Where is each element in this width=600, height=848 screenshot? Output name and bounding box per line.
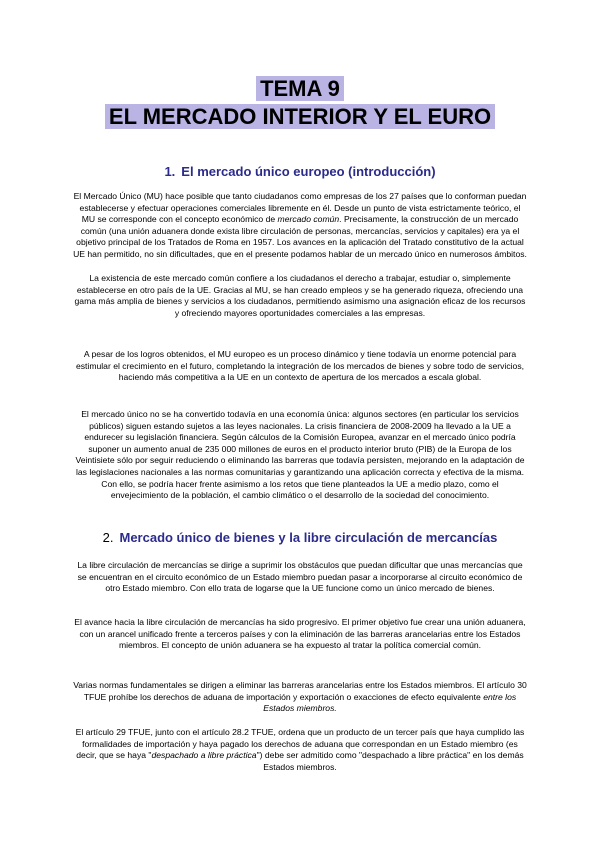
section-2-number: 2. xyxy=(102,530,114,545)
paragraph-4: El mercado único no se ha convertido todavía en una economía única: algunos sectores (en particular los servicios públicos) siguen estando sujetos a las leyes nacionales. La crisis financiera de 2008-2009 ha llevado a la UE a endurecer su legislación financiera. Según cálculos de la Comisión Europea, avanzar en el mercado único podría suponer un aumento anual de 235 000 millones de euros en el producto interior bruto (PIB) de la Europa de los Veintisiete sólo por seguir reduciendo o eliminando las barreras que todavía persisten, mejorando en la adaptación de las legislaciones nacionales a las normas comunitarias y garantizando una aplicación correcta y efectiva de la misma. Con ello, se podría hacer frente asimismo a los retos que tiene planteados la UE a medio plazo, como el envejecimiento de la población, el cambio climático o el desarrollo de la sociedad del conocimiento. xyxy=(75,409,525,501)
paragraph-1-emphasis: mercado común xyxy=(277,214,340,225)
paragraph-1-text-b: . Precisamente, la construcción de un mercado común (una unión aduanera donde exista libre circulación de personas, mercancías, servicios y capitales) era ya el objetivo principal de los Tratados de Roma en 1957. Los avances en la aplicación del Tratado constitutivo de la actual UE han permitido, no sin dificultades, que en el presente podamos hablar de un mercado único en numerosos ámbitos. xyxy=(73,214,527,259)
section-2-heading xyxy=(0,530,600,545)
section-2-title: Mercado único de bienes y la libre circulación de mercancías xyxy=(119,530,498,545)
paragraph-8 xyxy=(72,727,528,773)
title-main: EL MERCADO INTERIOR Y EL EURO xyxy=(105,104,495,129)
paragraph-8-text-a: El artículo 29 TFUE, junto con el artículo 28.2 TFUE, ordena que un producto de un tercer país que haya cumplido las formalidades de importación y haya pagado los derechos de aduana que correspondan en un Estado miembro (es decir, que se haya " xyxy=(75,727,525,761)
section-1-title: El mercado único europeo (introducción) xyxy=(181,164,436,179)
paragraph-2: La existencia de este mercado común confiere a los ciudadanos el derecho a trabajar, estudiar o, simplemente establecerse en otro país de la UE. Gracias al MU, se han creado empleos y se ha generado riqueza, ofreciendo una gama más amplia de bienes y servicios a los ciudadanos, permitiendo asimismo una asignación eficaz de los recursos y ofreciendo mayores oportunidades comerciales a las empresas. xyxy=(74,273,526,318)
paragraph-7 xyxy=(72,680,528,715)
paragraph-8-emphasis: despachado a libre práctica xyxy=(151,750,257,761)
paragraph-7-emphasis: entre los Estados miembros. xyxy=(263,691,517,714)
paragraph-3: A pesar de los logros obtenidos, el MU europeo es un proceso dinámico y tiene todavía un enorme potencial para estimular el crecimiento en el futuro, completando la integración de los mercados de bienes y sobre todo de servicios, haciendo más competitiva a la UE en un contexto de apertura de los mercados a escala global. xyxy=(75,349,525,383)
paragraph-6: El avance hacia la libre circulación de mercancías ha sido progresivo. El primer objetivo fue crear una unión aduanera, con un arancel unificado frente a terceros países y con la eliminación de las barreras arancelarias entre los Estados miembros. El concepto de unión aduanera se ha expuesto al tratar la política comercial común. xyxy=(74,617,526,651)
paragraph-1 xyxy=(72,191,528,261)
title-line-2 xyxy=(0,104,600,129)
paragraph-5: La libre circulación de mercancías se dirige a suprimir los obstáculos que puedan dificultar que unas mercancías que se encuentran en el circuito económico de un Estado miembro puedan pasar a incorporarse al circuito económico de otro Estado miembro. Con ello trata de logarse que la UE funcione como un único mercado de bienes. xyxy=(77,560,523,594)
section-1-number: 1. xyxy=(164,164,176,179)
paragraph-7-text: Varias normas fundamentales se dirigen a eliminar las barreras arancelarias entre los Estados miembros. El artículo 30 TFUE prohíbe los derechos de aduana de importación y exportación o exacciones de efecto equivalente xyxy=(73,680,527,702)
title-tema: TEMA 9 xyxy=(256,76,344,101)
paragraph-8-text-b: ") debe ser admitido como "despachado a libre práctica" en los demás Estados miembros. xyxy=(256,750,524,772)
title-line-1 xyxy=(0,76,600,101)
paragraph-1-text-a: El Mercado Único (MU) hace posible que tanto ciudadanos como empresas de los 27 países que lo conforman puedan establecerse y efectuar operaciones comerciales libremente en él. Desde un punto de vista estrictamente teórico, el MU se corresponde con el concepto económico de xyxy=(73,191,527,225)
section-1-heading xyxy=(0,164,600,179)
